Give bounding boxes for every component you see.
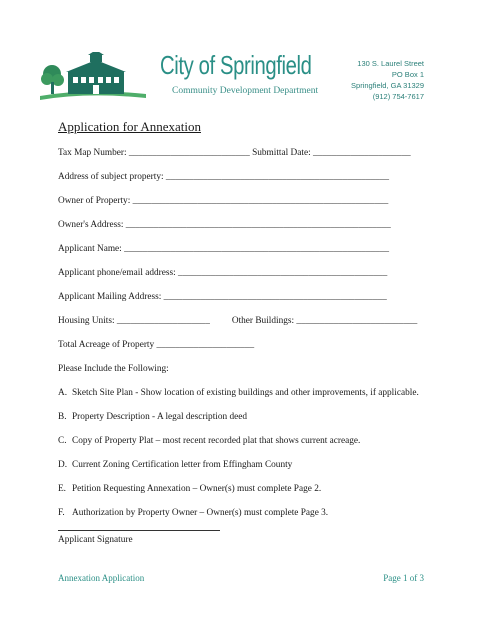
tax-map-field[interactable]: Tax Map Number: __________________________ (58, 148, 250, 158)
applicant-name-field[interactable]: Applicant Name: _________________________________________________________ (58, 244, 390, 254)
item-letter: F. (58, 508, 65, 518)
signature-label: Applicant Signature (58, 535, 133, 545)
total-acreage-field[interactable]: Total Acreage of Property _____________________ (58, 340, 255, 350)
requirement-item (58, 460, 292, 470)
applicant-phone-field[interactable]: Applicant phone/email address: _____________________________________________ (58, 268, 388, 278)
item-letter: C. (58, 436, 67, 446)
address-line: PO Box 1 (391, 70, 424, 79)
city-logo (38, 52, 150, 102)
owner-field[interactable]: Owner of Property: _______________________________________________________ (58, 196, 389, 206)
units-row (58, 316, 417, 326)
requirement-item (58, 484, 321, 494)
item-letter: D. (58, 460, 68, 470)
signature-line[interactable] (58, 530, 220, 531)
requirement-item (58, 388, 419, 398)
contact-address (351, 58, 424, 102)
tax-map-row (58, 148, 411, 158)
other-buildings-field[interactable]: Other Buildings: __________________________ (231, 316, 418, 326)
item-text: Copy of Property Plat – most recent recorded plat that shows current acreage. (72, 436, 361, 446)
item-text: Property Description - A legal description deed (72, 412, 248, 422)
subject-address-field[interactable]: Address of subject property: ________________________________________________ (58, 172, 390, 182)
requirements-heading: Please Include the Following: (58, 364, 169, 374)
requirement-item (58, 436, 360, 446)
footer-page-number: Page 1 of 3 (383, 573, 424, 583)
phone-number: (912) 754-7617 (372, 92, 424, 101)
department-name: Community Development Department (172, 86, 319, 96)
item-text: Authorization by Property Owner – Owner(s) must complete Page 3. (72, 508, 329, 518)
owner-address-field[interactable]: Owner's Address: _________________________________________________________ (58, 220, 391, 230)
item-letter: B. (58, 412, 67, 422)
requirement-item (58, 508, 328, 518)
address-line: Springfield, GA 31329 (351, 81, 424, 90)
item-text: Petition Requesting Annexation – Owner(s) must complete Page 2. (72, 484, 322, 494)
city-name: City of Springfield (160, 50, 312, 80)
applicant-mailing-field[interactable]: Applicant Mailing Address: ________________________________________________ (58, 292, 387, 302)
footer-document-name: Annexation Application (58, 573, 145, 583)
item-text: Sketch Site Plan - Show location of existing buildings and other improvements, if applicable. (72, 388, 419, 398)
item-letter: A. (58, 388, 68, 398)
item-letter: E. (58, 484, 67, 494)
requirement-item (58, 412, 247, 422)
address-line: 130 S. Laurel Street (357, 59, 424, 68)
submittal-date-field[interactable]: Submittal Date: _____________________ (252, 148, 411, 158)
form-title: Application for Annexation (58, 119, 201, 134)
item-text: Current Zoning Certification letter from Effingham County (72, 460, 293, 470)
city-hall-logo-icon (38, 52, 150, 102)
housing-units-field[interactable]: Housing Units: ____________________ (58, 316, 210, 326)
